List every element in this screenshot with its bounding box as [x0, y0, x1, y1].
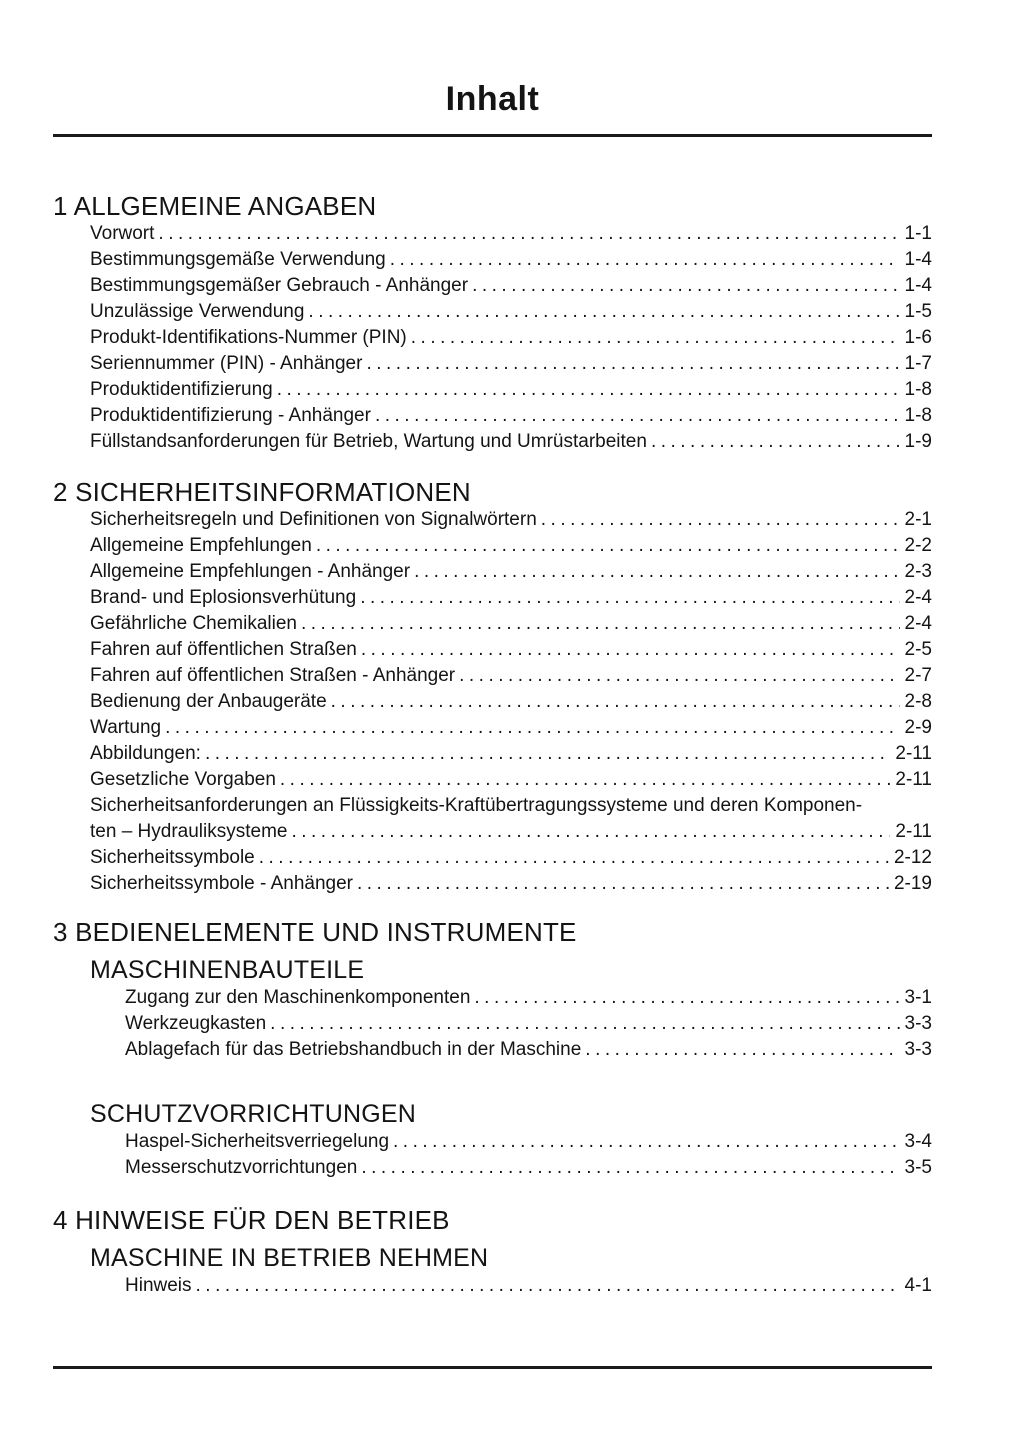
dot-leader [361, 637, 900, 663]
section-heading: 1 ALLGEMEINE ANGABEN [53, 191, 377, 221]
toc-entry [90, 377, 932, 403]
toc-entry-page: 2-9 [904, 717, 932, 738]
toc-entry [90, 221, 932, 247]
toc-entry-page: 1-8 [904, 379, 932, 400]
toc-entry-label: Bestimmungsgemäße Verwendung [90, 249, 386, 270]
toc-entry-page: 2-5 [904, 639, 932, 660]
toc-entry-label: Bestimmungsgemäßer Gebrauch - Anhänger [90, 275, 469, 296]
section-entries [53, 221, 932, 455]
toc-entry [90, 325, 932, 351]
toc-entry-label: Zugang zur den Maschinenkomponenten [125, 987, 471, 1008]
toc-entry [90, 247, 932, 273]
toc-entry-label: Produktidentifizierung - Anhänger [90, 405, 371, 426]
dot-leader [366, 351, 899, 377]
section-heading: 3 BEDIENELEMENTE UND INSTRUMENTE [53, 917, 577, 947]
dot-leader [474, 985, 899, 1011]
toc-section-3 [53, 917, 932, 1181]
dot-leader [331, 689, 900, 715]
dot-leader [390, 247, 900, 273]
toc-entry [90, 351, 932, 377]
toc-entry-page: 2-19 [893, 873, 932, 894]
toc-entry-page: 1-9 [904, 431, 932, 452]
dot-leader [375, 403, 900, 429]
section-entries [53, 507, 932, 897]
toc-entry [90, 273, 932, 299]
toc-entry-page: 2-12 [893, 847, 932, 868]
toc-entry-label: Fahren auf öffentlichen Straßen - Anhänger [90, 665, 456, 686]
toc-entry-label: Vorwort [90, 223, 155, 244]
subsection-heading: MASCHINE IN BETRIEB NEHMEN [90, 1244, 489, 1272]
toc-content [53, 0, 932, 1299]
toc-entry-label: Sicherheitsregeln und Definitionen von Signalwörtern [90, 509, 537, 530]
toc-entry-label: Sicherheitsanforderungen an Flüssigkeits-Kraftübertragungssysteme und deren Komponen- [90, 795, 863, 816]
section-heading: 4 HINWEISE FÜR DEN BETRIEB [53, 1205, 450, 1235]
toc-entry-label: Ablagefach für das Betriebshandbuch in der Maschine [125, 1039, 582, 1060]
toc-section-2 [53, 477, 932, 897]
toc-entry [90, 715, 932, 741]
toc-entry-page: 3-4 [904, 1131, 932, 1152]
toc-entry [125, 1273, 932, 1299]
subsection-entries [53, 1129, 932, 1181]
dot-leader [361, 1155, 899, 1181]
toc-section-1 [53, 191, 932, 455]
subsection-heading: SCHUTZVORRICHTUNGEN [90, 1100, 417, 1128]
toc-entry-label: Brand- und Eplosionsverhütung [90, 587, 357, 608]
dot-leader [158, 221, 899, 247]
toc-entry-page: 2-8 [904, 691, 932, 712]
dot-leader [308, 299, 899, 325]
toc-entry-label: Sicherheitssymbole - Anhänger [90, 873, 353, 894]
toc-entry [125, 1011, 932, 1037]
dot-leader [280, 767, 890, 793]
toc-entry-label: Abbildungen: [90, 743, 201, 764]
toc-entry [90, 767, 932, 793]
dot-leader [360, 585, 899, 611]
toc-entry [125, 1155, 932, 1181]
toc-entry-label: Wartung [90, 717, 162, 738]
toc-entry-label: Sicherheitssymbole [90, 847, 255, 868]
toc-entry-page: 3-1 [904, 987, 932, 1008]
toc-entry [90, 845, 932, 871]
toc-entry-label: Werkzeugkasten [125, 1013, 267, 1034]
toc-entry-label: Unzulässige Verwendung [90, 301, 305, 322]
dot-leader [259, 845, 889, 871]
toc-entry-page: 2-7 [904, 665, 932, 686]
toc-entry-page: 1-6 [904, 327, 932, 348]
toc-entry-page: 1-5 [904, 301, 932, 322]
toc-entry-page: 1-1 [904, 223, 932, 244]
toc-section-4 [53, 1205, 932, 1299]
dot-leader [277, 377, 900, 403]
toc-entry-label: Produkt-Identifikations-Nummer (PIN) [90, 327, 407, 348]
toc-entry-label: Seriennummer (PIN) - Anhänger [90, 353, 363, 374]
toc-entry [125, 985, 932, 1011]
toc-entry-page: 2-11 [895, 821, 932, 842]
toc-entry-page: 2-11 [895, 743, 932, 764]
toc-entry [90, 793, 932, 845]
dot-leader [459, 663, 899, 689]
dot-leader [270, 1011, 899, 1037]
toc-entry-label-continued: ten – Hydrauliksysteme [90, 821, 288, 842]
toc-entry-page: 3-3 [904, 1013, 932, 1034]
toc-entry-page: 3-5 [904, 1157, 932, 1178]
toc-entry-page: 2-4 [904, 613, 932, 634]
toc-entry-label: Messerschutzvorrichtungen [125, 1157, 358, 1178]
bottom-rule [53, 1366, 932, 1369]
toc-entry-page: 2-4 [904, 587, 932, 608]
dot-leader [316, 533, 900, 559]
section-heading: 2 SICHERHEITSINFORMATIONEN [53, 477, 471, 507]
toc-entry-label: Gefährliche Chemikalien [90, 613, 297, 634]
dot-leader [196, 1273, 900, 1299]
dot-leader [414, 559, 899, 585]
toc-entry [90, 429, 932, 455]
toc-entry-label: Bedienung der Anbaugeräte [90, 691, 327, 712]
toc-entry-page: 2-1 [904, 509, 932, 530]
toc-entry [90, 741, 932, 767]
toc-entry-label: Produktidentifizierung [90, 379, 273, 400]
page-title: Inhalt [445, 80, 540, 118]
toc-entry-label: Fahren auf öffentlichen Straßen [90, 639, 357, 660]
subsection-entries [53, 985, 932, 1063]
dot-leader [301, 611, 900, 637]
toc-entry-page: 2-11 [895, 769, 932, 790]
toc-entry-page: 2-3 [904, 561, 932, 582]
toc-entry-page: 1-8 [904, 405, 932, 426]
toc-entry [90, 611, 932, 637]
toc-entry [90, 585, 932, 611]
toc-entry [90, 637, 932, 663]
subsection-heading: MASCHINENBAUTEILE [90, 956, 365, 984]
toc-entry-page: 3-3 [904, 1039, 932, 1060]
dot-leader [165, 715, 899, 741]
toc-entry [90, 559, 932, 585]
toc-entry [90, 533, 932, 559]
toc-entry [125, 1037, 932, 1063]
toc-entry [125, 1129, 932, 1155]
dot-leader [393, 1129, 900, 1155]
dot-leader [357, 871, 889, 897]
subsection-entries [53, 1273, 932, 1299]
dot-leader [472, 273, 899, 299]
toc-entry-label: Hinweis [125, 1275, 192, 1296]
toc-entry [90, 299, 932, 325]
dot-leader [541, 507, 900, 533]
toc-entry-label: Füllstandsanforderungen für Betrieb, Wartung und Umrüstarbeiten [90, 431, 647, 452]
toc-entry-page: 1-4 [904, 249, 932, 270]
toc-entry-page: 4-1 [904, 1275, 932, 1296]
toc-entry [90, 689, 932, 715]
toc-entry-page: 2-2 [904, 535, 932, 556]
dot-leader [291, 819, 890, 845]
toc-entry-label: Allgemeine Empfehlungen [90, 535, 312, 556]
dot-leader [411, 325, 900, 351]
dot-leader [585, 1037, 899, 1063]
toc-entry [90, 403, 932, 429]
toc-entry-page: 1-4 [904, 275, 932, 296]
toc-entry-label: Allgemeine Empfehlungen - Anhänger [90, 561, 411, 582]
dot-leader [651, 429, 900, 455]
toc-entry-label: Haspel-Sicherheitsverriegelung [125, 1131, 390, 1152]
toc-entry [90, 871, 932, 897]
toc-entry-label: Gesetzliche Vorgaben [90, 769, 276, 790]
toc-entry [90, 507, 932, 533]
top-rule [53, 134, 932, 137]
toc-entry-page: 1-7 [904, 353, 932, 374]
dot-leader [205, 741, 890, 767]
toc-entry [90, 663, 932, 689]
